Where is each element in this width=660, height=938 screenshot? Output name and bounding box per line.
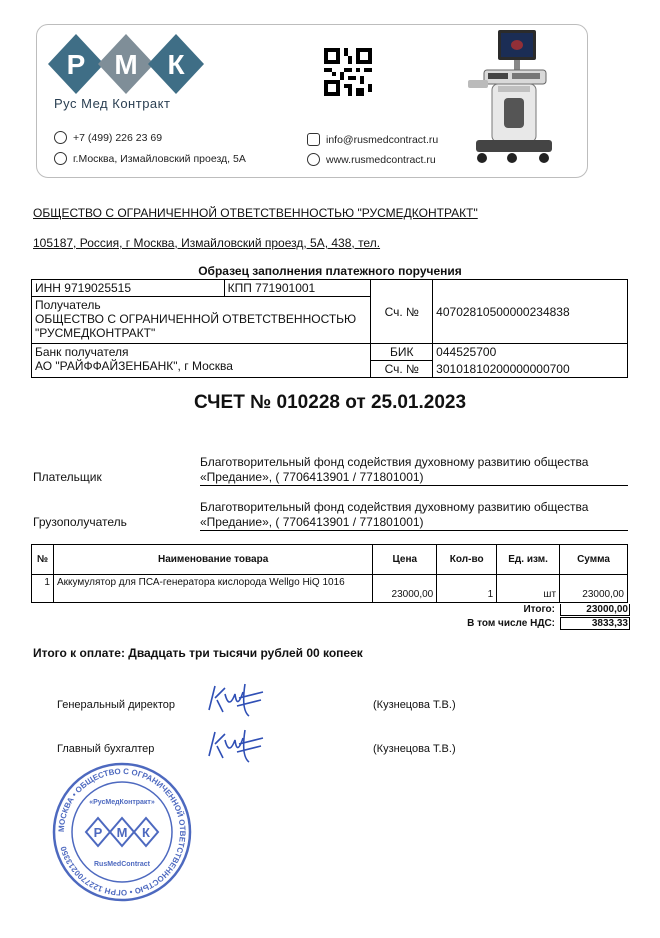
contact-email [307, 133, 438, 146]
accountant-label: Главный бухгалтер [57, 743, 155, 755]
bank-name: АО "РАЙФФАЙЗЕНБАНК", г Москва [35, 359, 233, 373]
row-qty: 1 [437, 575, 497, 603]
company-logo [46, 32, 206, 100]
bik-value: 044525700 [433, 344, 628, 361]
company-stamp [52, 762, 192, 902]
kpp-cell: КПП 771901001 [224, 280, 371, 297]
row-name: Аккумулятор для ПСА-генератора кислорода Wellgo HiQ 1016 [53, 575, 372, 603]
address-text: г.Москва, Измайловский проезд, 5А [73, 152, 246, 165]
invoice-title: СЧЕТ № 010228 от 25.01.2023 [193, 392, 467, 413]
vat-label: В том числе НДС: [467, 618, 555, 629]
contact-phone [54, 131, 162, 144]
consignee-line-2: «Предание», ( 7706413901 / 771801001) [200, 515, 628, 531]
payer-value [200, 455, 628, 486]
row-price: 23000,00 [373, 575, 437, 603]
logo-letter-m: М [114, 49, 138, 80]
qr-code [324, 48, 372, 96]
phone-text: +7 (499) 226 23 69 [73, 131, 163, 144]
globe-icon [307, 153, 320, 166]
stamp-outer-text: МОСКВА • ОБЩЕСТВО С ОГРАНИЧЕННОЙ ОТВЕТСТВЕННОСТЬЮ • ОГРН 1227700213350 [56, 766, 188, 898]
email-text: info@rusmedcontract.ru [326, 133, 439, 146]
location-icon [54, 152, 67, 165]
logo-letter-k: К [167, 49, 185, 80]
table-row [32, 575, 628, 603]
company-name: ОБЩЕСТВО С ОГРАНИЧЕННОЙ ОТВЕТСТВЕННОСТЬЮ "РУСМЕДКОНТРАКТ" [33, 206, 478, 220]
ultrasound-machine-image [462, 28, 554, 168]
consignee-line-1: Благотворительный фонд содействия духовному развитию общества [200, 500, 589, 514]
contact-website [307, 153, 436, 166]
amount-in-words: Итого к оплате: Двадцать три тысячи рублей 00 копеек [33, 646, 363, 660]
payer-line-2: «Предание», ( 7706413901 / 771801001) [200, 470, 628, 486]
corr-account-value: 30101810200000000700 [433, 361, 628, 378]
director-label: Генеральный директор [57, 699, 175, 711]
recipient-name: ОБЩЕСТВО С ОГРАНИЧЕННОЙ ОТВЕТСТВЕННОСТЬЮ "РУСМЕДКОНТРАКТ" [35, 312, 357, 340]
recipient-cell [32, 297, 371, 344]
contact-address [54, 152, 246, 165]
website-text: www.rusmedcontract.ru [326, 153, 436, 166]
col-header-unit: Ед. изм. [497, 545, 560, 575]
inn-cell: ИНН 9719025515 [32, 280, 225, 297]
bank-cell [32, 344, 371, 378]
stamp-letter-m: М [116, 825, 128, 840]
company-address: 105187, Россия, г Москва, Измайловский проезд, 5А, 438, тел. [33, 236, 381, 250]
account-label: Сч. № [371, 280, 433, 344]
stamp-inner-top: «РусМедКонтракт» [89, 799, 155, 806]
stamp-inner-bottom: RusMedContract [93, 861, 151, 868]
col-header-price: Цена [373, 545, 437, 575]
accountant-name: (Кузнецова Т.В.) [373, 743, 456, 755]
row-unit: шт [497, 575, 560, 603]
consignee-value [200, 500, 628, 531]
col-header-num: № [32, 545, 54, 575]
items-table [31, 544, 628, 603]
bik-label: БИК [371, 344, 433, 361]
col-header-name: Наименование товара [53, 545, 372, 575]
col-header-qty: Кол-во [437, 545, 497, 575]
bank-details-table [31, 279, 628, 378]
payment-sample-title: Образец заполнения платежного поручения [198, 264, 462, 278]
payer-line-1: Благотворительный фонд содействия духовному развитию общества [200, 455, 589, 469]
corr-account-label: Сч. № [371, 361, 433, 378]
accountant-signature [205, 726, 267, 766]
logo-tagline: Рус Мед Контракт [54, 96, 171, 111]
logo-letter-p: Р [66, 49, 86, 80]
email-icon [307, 133, 320, 146]
total-label: Итого: [523, 604, 555, 615]
col-header-sum: Сумма [560, 545, 628, 575]
stamp-letter-k: К [142, 825, 150, 840]
row-num: 1 [32, 575, 54, 603]
vat-value: 3833,33 [560, 617, 630, 630]
account-number: 40702810500000234838 [433, 280, 628, 344]
total-value: 23000,00 [560, 604, 630, 616]
bank-label: Банк получателя [35, 345, 129, 359]
row-sum: 23000,00 [560, 575, 628, 603]
phone-icon [54, 131, 67, 144]
payer-label: Плательщик [33, 470, 102, 484]
director-signature [205, 680, 267, 720]
recipient-label: Получатель [35, 298, 101, 312]
director-name: (Кузнецова Т.В.) [373, 699, 456, 711]
consignee-label: Грузополучатель [33, 515, 127, 529]
stamp-letter-p: Р [93, 825, 103, 840]
